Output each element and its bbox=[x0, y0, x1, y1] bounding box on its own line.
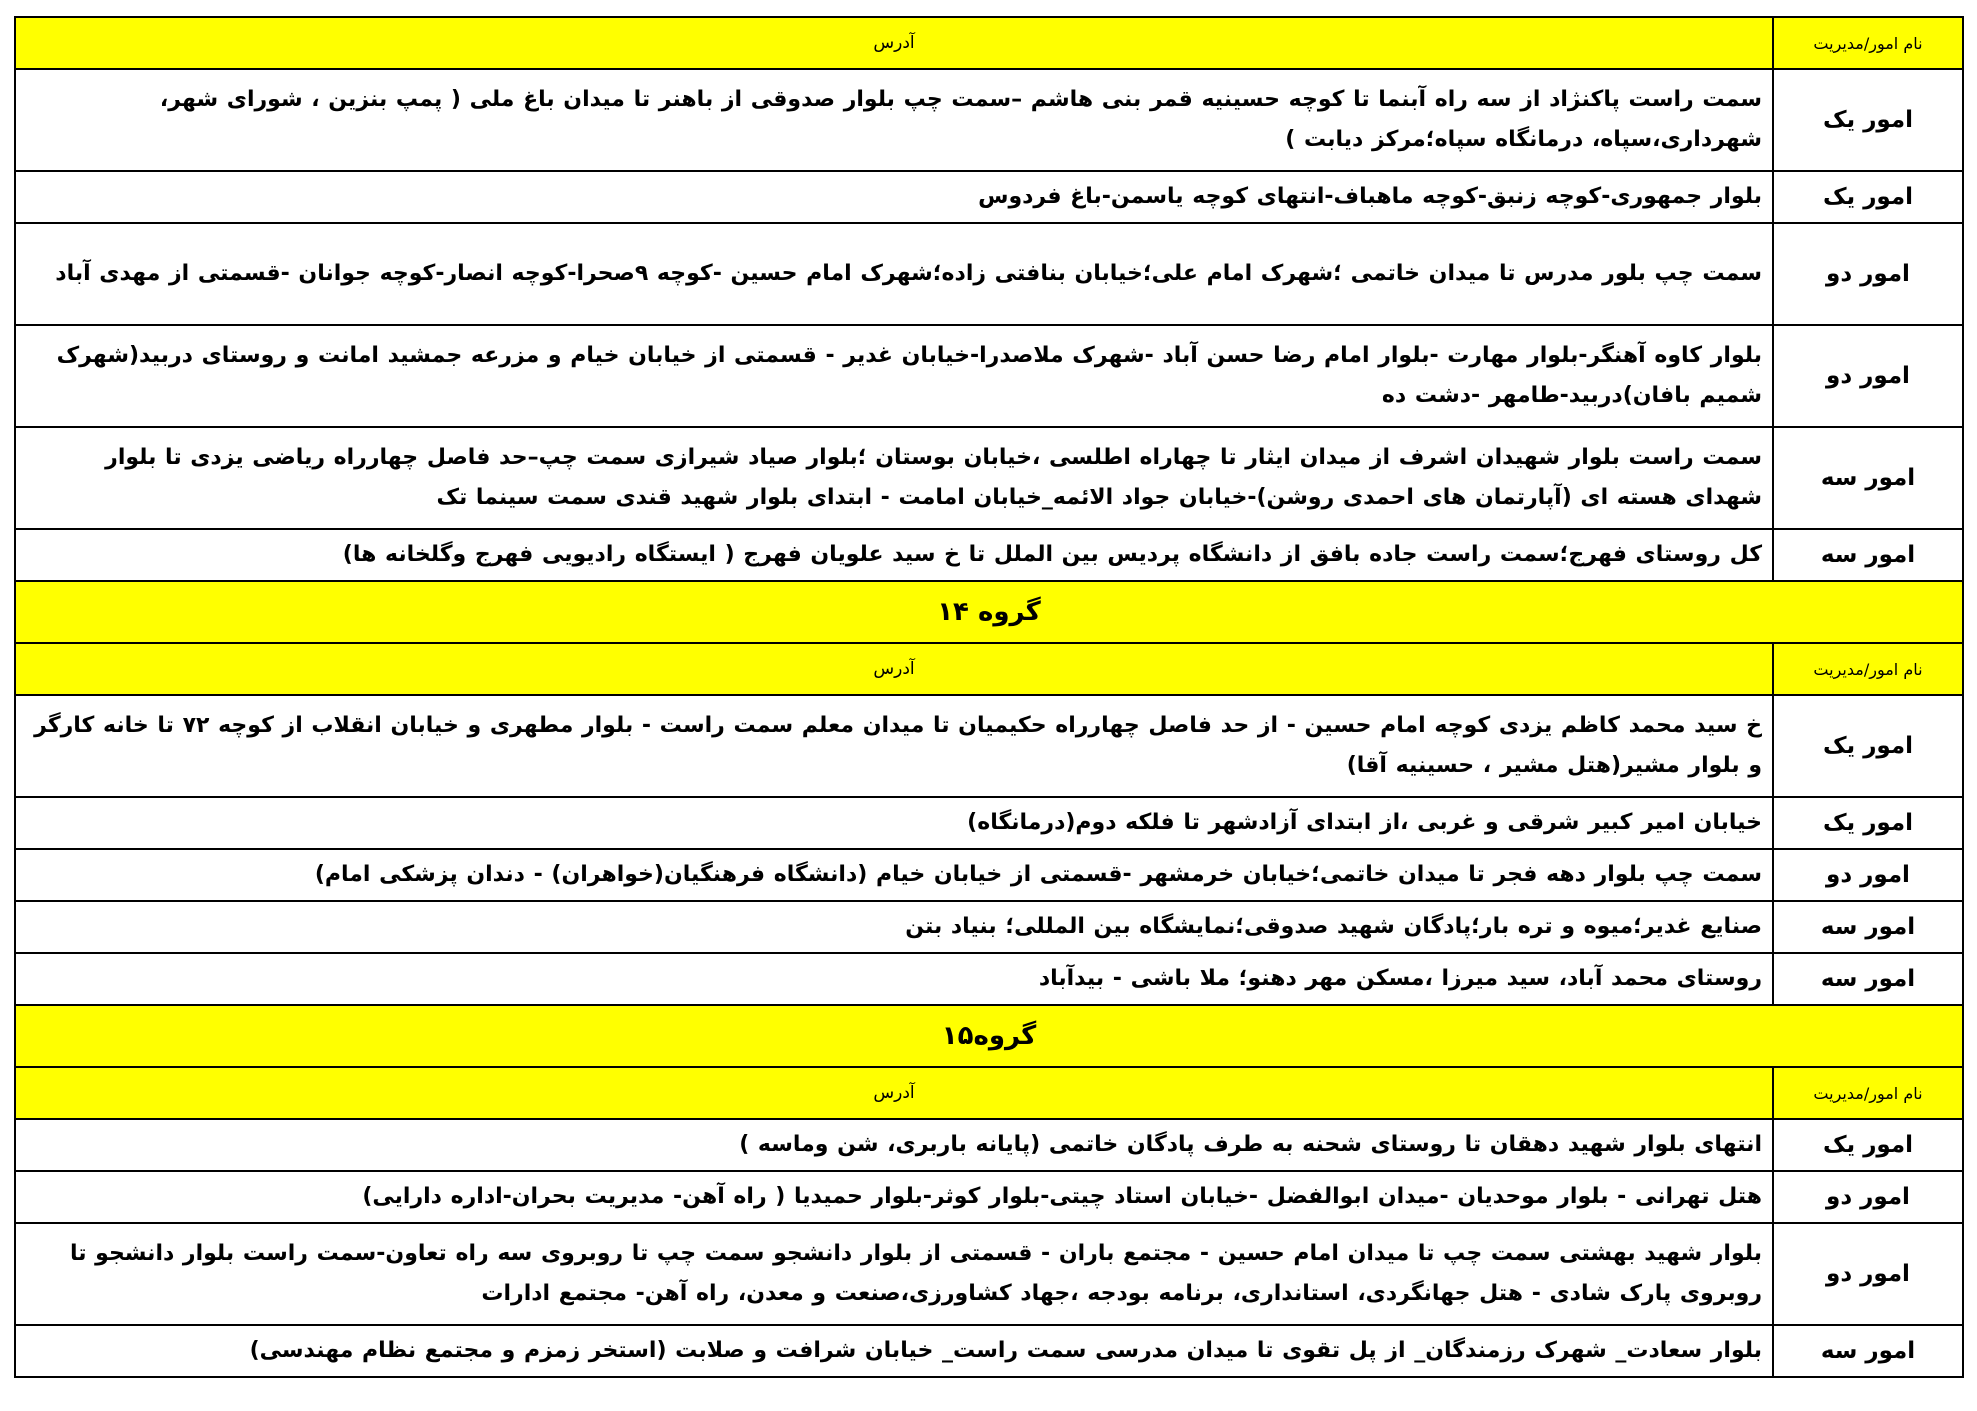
department-cell: امور دو bbox=[1773, 1171, 1963, 1223]
table-row bbox=[15, 1223, 1963, 1325]
department-cell: امور دو bbox=[1773, 849, 1963, 901]
table-row bbox=[15, 849, 1963, 901]
table-row bbox=[15, 529, 1963, 581]
address-cell: انتهای بلوار شهید دهقان تا روستای شحنه به طرف پادگان خاتمی (پایانه باربری، شن وماسه ) bbox=[15, 1119, 1773, 1171]
address-cell: بلوار کاوه آهنگر-بلوار مهارت -بلوار امام رضا حسن آباد -شهرک ملاصدرا-خیابان غدیر - قسمتی از خیابان خیام و مزرعه جمشید امانت و روستای دربید(شهرک شمیم بافان)دربید-طامهر -دشت ده bbox=[15, 325, 1773, 427]
address-cell: سمت راست پاکنژاد از سه راه آبنما تا کوچه حسینیه قمر بنی هاشم –سمت چپ بلوار صدوقی از باهنر تا میدان باغ ملی ( پمپ بنزین ، شورای شهر، شهرداری،سپاه، درمانگاه سپاه؛مرکز دیابت ) bbox=[15, 69, 1773, 171]
header-department: نام امور/مدیریت bbox=[1773, 1067, 1963, 1119]
department-cell: امور سه bbox=[1773, 427, 1963, 529]
department-cell: امور دو bbox=[1773, 325, 1963, 427]
table-row bbox=[15, 797, 1963, 849]
header-address: آدرس bbox=[15, 17, 1773, 69]
table-row bbox=[15, 953, 1963, 1005]
table-header-row bbox=[15, 1067, 1963, 1119]
table-row bbox=[15, 1325, 1963, 1377]
address-cell: خیابان امیر کبیر شرقی و غربی ،از ابتدای آزادشهر تا فلکه دوم(درمانگاه) bbox=[15, 797, 1773, 849]
address-cell: کل روستای فهرج؛سمت راست جاده بافق از دانشگاه پردیس بین الملل تا خ سید علویان فهرج ( ایستگاه رادیویی فهرج وگلخانه ها) bbox=[15, 529, 1773, 581]
table-row bbox=[15, 171, 1963, 223]
table-header-row bbox=[15, 643, 1963, 695]
address-table bbox=[14, 16, 1964, 1378]
department-cell: امور سه bbox=[1773, 901, 1963, 953]
table-row bbox=[15, 1171, 1963, 1223]
header-address: آدرس bbox=[15, 1067, 1773, 1119]
department-cell: امور یک bbox=[1773, 695, 1963, 797]
address-cell: روستای محمد آباد، سید میرزا ،مسکن مهر دهنو؛ ملا باشی - بیدآباد bbox=[15, 953, 1773, 1005]
table-row bbox=[15, 427, 1963, 529]
department-cell: امور دو bbox=[1773, 223, 1963, 325]
group-title: گروه۱۵ bbox=[15, 1005, 1963, 1067]
address-cell: بلوار سعادت_ شهرک رزمندگان_ از پل تقوی تا میدان مدرسی سمت راست_ خیابان شرافت و صلابت (استخر زمزم و مجتمع نظام مهندسی) bbox=[15, 1325, 1773, 1377]
group-title-row bbox=[15, 581, 1963, 643]
header-address: آدرس bbox=[15, 643, 1773, 695]
table-header-row bbox=[15, 17, 1963, 69]
department-cell: امور سه bbox=[1773, 1325, 1963, 1377]
department-cell: امور دو bbox=[1773, 1223, 1963, 1325]
department-cell: امور یک bbox=[1773, 1119, 1963, 1171]
document-page bbox=[14, 16, 1964, 1378]
department-cell: امور یک bbox=[1773, 797, 1963, 849]
header-department: نام امور/مدیریت bbox=[1773, 643, 1963, 695]
address-cell: هتل تهرانی - بلوار موحدیان -میدان ابوالفضل -خیابان استاد چیتی-بلوار کوثر-بلوار حمیدیا ( راه آهن- مدیریت بحران-اداره دارایی) bbox=[15, 1171, 1773, 1223]
address-cell: صنایع غدیر؛میوه و تره بار؛پادگان شهید صدوقی؛نمایشگاه بین المللی؛ بنیاد بتن bbox=[15, 901, 1773, 953]
table-row bbox=[15, 1119, 1963, 1171]
department-cell: امور سه bbox=[1773, 953, 1963, 1005]
address-cell: خ سید محمد کاظم یزدی کوچه امام حسین - از حد فاصل چهارراه حکیمیان تا میدان معلم سمت راست - بلوار مطهری و خیابان انقلاب از کوچه ۷۲ تا خانه کارگر و بلوار مشیر(هتل مشیر ، حسینیه آقا) bbox=[15, 695, 1773, 797]
group-title-row bbox=[15, 1005, 1963, 1067]
address-cell: بلوار شهید بهشتی سمت چپ تا میدان امام حسین - مجتمع باران - قسمتی از بلوار دانشجو سمت چپ تا روبروی سه راه تعاون-سمت راست بلوار دانشجو تا روبروی پارک شادی - هتل جهانگردی، استانداری، برنامه بودجه ،جهاد کشاورزی،صنعت و معدن، راه آهن- مجتمع ادارات bbox=[15, 1223, 1773, 1325]
table-row bbox=[15, 695, 1963, 797]
header-department: نام امور/مدیریت bbox=[1773, 17, 1963, 69]
address-cell: بلوار جمهوری-کوچه زنبق-کوچه ماهباف-انتهای کوچه یاسمن-باغ فردوس bbox=[15, 171, 1773, 223]
department-cell: امور یک bbox=[1773, 171, 1963, 223]
table-row bbox=[15, 325, 1963, 427]
group-title: گروه ۱۴ bbox=[15, 581, 1963, 643]
department-cell: امور سه bbox=[1773, 529, 1963, 581]
address-cell: سمت چپ بلور مدرس تا میدان خاتمی ؛شهرک امام علی؛خیابان بنافتی زاده؛شهرک امام حسین -کوچه ۹صحرا-کوچه انصار-کوچه جوانان -قسمتی از مهدی آباد bbox=[15, 223, 1773, 325]
address-cell: سمت راست بلوار شهیدان اشرف از میدان ایثار تا چهاراه اطلسی ،خیابان بوستان ؛بلوار صیاد شیرازی سمت چپ–حد فاصل چهارراه ریاضی یزدی تا بلوار شهدای هسته ای (آپارتمان های احمدی روشن)-خیابان جواد الائمه_خیابان امامت - ابتدای بلوار شهید قندی سمت سینما تک bbox=[15, 427, 1773, 529]
table-row bbox=[15, 69, 1963, 171]
table-row bbox=[15, 901, 1963, 953]
department-cell: امور یک bbox=[1773, 69, 1963, 171]
table-row bbox=[15, 223, 1963, 325]
address-cell: سمت چپ بلوار دهه فجر تا میدان خاتمی؛خیابان خرمشهر -قسمتی از خیابان خیام (دانشگاه فرهنگیان(خواهران) - دندان پزشکی امام) bbox=[15, 849, 1773, 901]
